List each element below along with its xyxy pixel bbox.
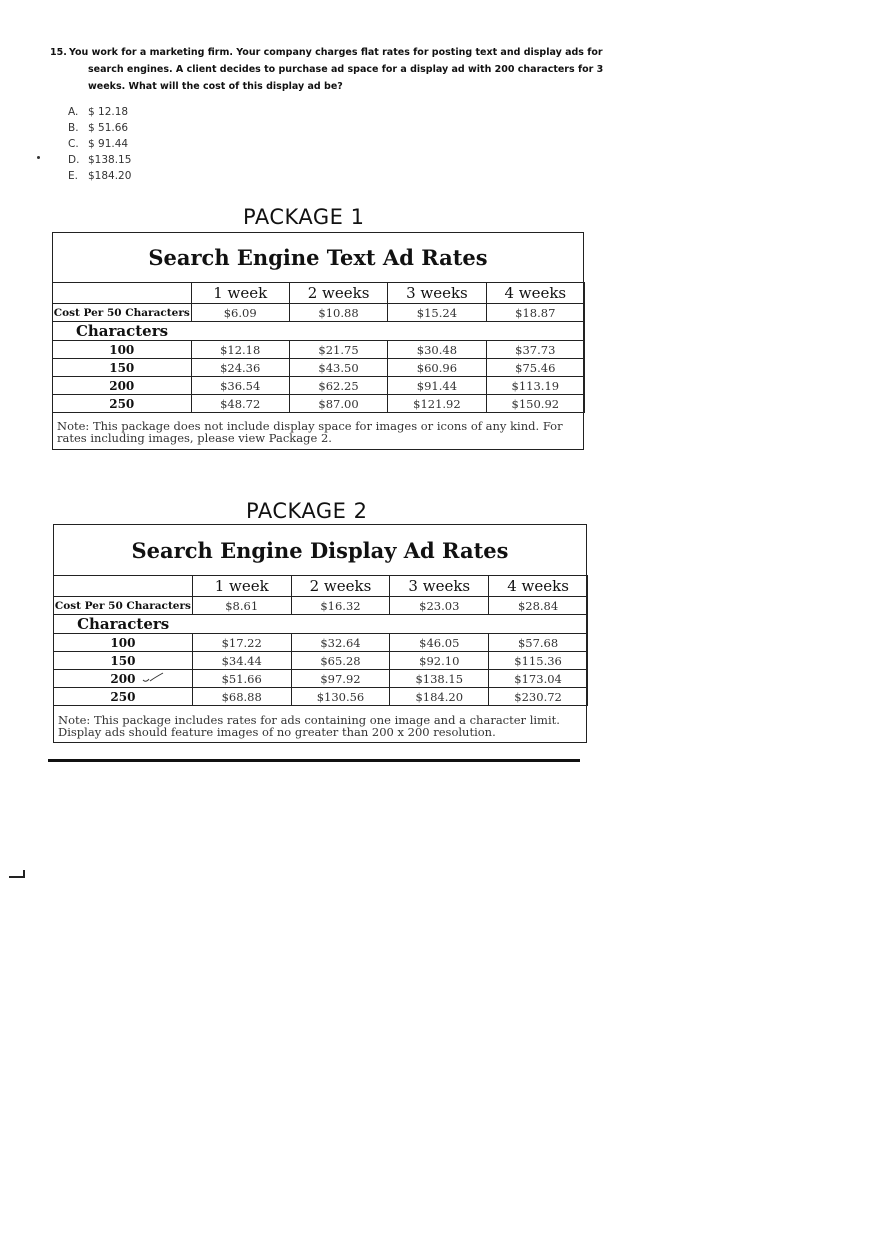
row-label: 100 xyxy=(54,634,193,652)
choice-a[interactable]: A. $ 12.18 xyxy=(68,106,129,118)
table-cell: $23.03 xyxy=(390,597,489,615)
table-cell: $8.61 xyxy=(192,597,291,615)
col-header: 2 weeks xyxy=(289,283,387,304)
table-cell: $68.88 xyxy=(192,688,291,706)
row-label: 250 xyxy=(54,688,193,706)
table-cell: $15.24 xyxy=(388,304,486,322)
answer-choices xyxy=(68,104,131,184)
table-row xyxy=(54,652,588,670)
table-cell: $62.25 xyxy=(289,377,387,395)
table-row xyxy=(53,359,585,377)
table-cell: $51.66 xyxy=(192,670,291,688)
package2-table xyxy=(53,575,588,706)
cost-label: Cost Per 50 Characters xyxy=(54,597,193,615)
table-cell: $91.44 xyxy=(388,377,486,395)
table-cell: $184.20 xyxy=(390,688,489,706)
table-row xyxy=(53,341,585,359)
table-cell: $130.56 xyxy=(291,688,390,706)
choice-e[interactable]: E. $184.20 xyxy=(68,170,132,182)
table-cell: $37.73 xyxy=(486,341,584,359)
row-label xyxy=(54,670,193,688)
col-header: 1 week xyxy=(192,576,291,597)
package2-title: Search Engine Display Ad Rates xyxy=(131,538,509,563)
col-header: 4 weeks xyxy=(486,283,584,304)
table-cell: $10.88 xyxy=(289,304,387,322)
table-cell: $21.75 xyxy=(289,341,387,359)
question-text: You work for a marketing firm. Your company charges flat rates for posting text and display ads for search engines. A client decides to purchase ad space for a display ad with 200 characters for 3 weeks. What will the cost of this display ad be? xyxy=(69,47,604,92)
question xyxy=(50,44,610,95)
table-cell: $87.00 xyxy=(289,395,387,413)
table-cell: $18.87 xyxy=(486,304,584,322)
table-row xyxy=(53,395,585,413)
blank-cell xyxy=(192,615,587,634)
table-cell: $173.04 xyxy=(489,670,588,688)
blank-cell xyxy=(191,322,584,341)
col-header: 2 weeks xyxy=(291,576,390,597)
table-cell: $230.72 xyxy=(489,688,588,706)
choice-c[interactable]: C. $ 91.44 xyxy=(68,138,129,150)
table-cell: $28.84 xyxy=(489,597,588,615)
row-label: 150 xyxy=(53,359,192,377)
row-label-text: 200 xyxy=(110,671,136,686)
col-header: 3 weeks xyxy=(390,576,489,597)
row-label: 150 xyxy=(54,652,193,670)
checkmark-icon xyxy=(142,672,164,684)
table-cell: $6.09 xyxy=(191,304,289,322)
package2-label: PACKAGE 2 xyxy=(246,499,368,523)
table-row xyxy=(54,670,588,688)
characters-label: Characters xyxy=(54,615,193,634)
package1-title: Search Engine Text Ad Rates xyxy=(148,245,488,270)
cost-label: Cost Per 50 Characters xyxy=(53,304,192,322)
table-cell: $46.05 xyxy=(390,634,489,652)
characters-label: Characters xyxy=(53,322,192,341)
cost-row xyxy=(54,597,588,615)
table-row xyxy=(54,634,588,652)
table-cell: $34.44 xyxy=(192,652,291,670)
table-cell: $32.64 xyxy=(291,634,390,652)
table-cell: $16.32 xyxy=(291,597,390,615)
table-cell: $113.19 xyxy=(486,377,584,395)
table-cell: $115.36 xyxy=(489,652,588,670)
table-cell: $75.46 xyxy=(486,359,584,377)
table-cell: $24.36 xyxy=(191,359,289,377)
horizontal-rule xyxy=(48,759,580,762)
table-cell: $97.92 xyxy=(291,670,390,688)
table-cell: $30.48 xyxy=(388,341,486,359)
table-row xyxy=(53,377,585,395)
col-header: 1 week xyxy=(191,283,289,304)
stray-mark-dot xyxy=(37,156,40,159)
package1-label: PACKAGE 1 xyxy=(243,205,365,229)
table-cell: $43.50 xyxy=(289,359,387,377)
table-cell: $36.54 xyxy=(191,377,289,395)
table-row xyxy=(54,688,588,706)
table-cell: $12.18 xyxy=(191,341,289,359)
cost-row xyxy=(53,304,585,322)
table-cell: $92.10 xyxy=(390,652,489,670)
row-label: 100 xyxy=(53,341,192,359)
package1-table xyxy=(52,282,585,413)
choice-b[interactable]: B. $ 51.66 xyxy=(68,122,129,134)
package2-note: Note: This package includes rates for ads containing one image and a character limit. Display ads should feature images of no greater than 200 x 200 resolution. xyxy=(58,713,560,739)
question-number: 15. xyxy=(50,47,67,58)
col-header: 3 weeks xyxy=(388,283,486,304)
package1-note: Note: This package does not include display space for images or icons of any kind. For rates including images, please view Package 2. xyxy=(57,419,563,445)
table-cell: $121.92 xyxy=(388,395,486,413)
table-cell: $150.92 xyxy=(486,395,584,413)
table-cell: $138.15 xyxy=(390,670,489,688)
margin-mark xyxy=(9,870,25,878)
row-label: 250 xyxy=(53,395,192,413)
table-cell: $17.22 xyxy=(192,634,291,652)
corner-cell xyxy=(53,283,192,304)
table-cell: $48.72 xyxy=(191,395,289,413)
col-header: 4 weeks xyxy=(489,576,588,597)
table-cell: $60.96 xyxy=(388,359,486,377)
corner-cell xyxy=(54,576,193,597)
table-cell: $65.28 xyxy=(291,652,390,670)
row-label: 200 xyxy=(53,377,192,395)
choice-d[interactable]: D. $138.15 xyxy=(68,154,132,166)
table-cell: $57.68 xyxy=(489,634,588,652)
